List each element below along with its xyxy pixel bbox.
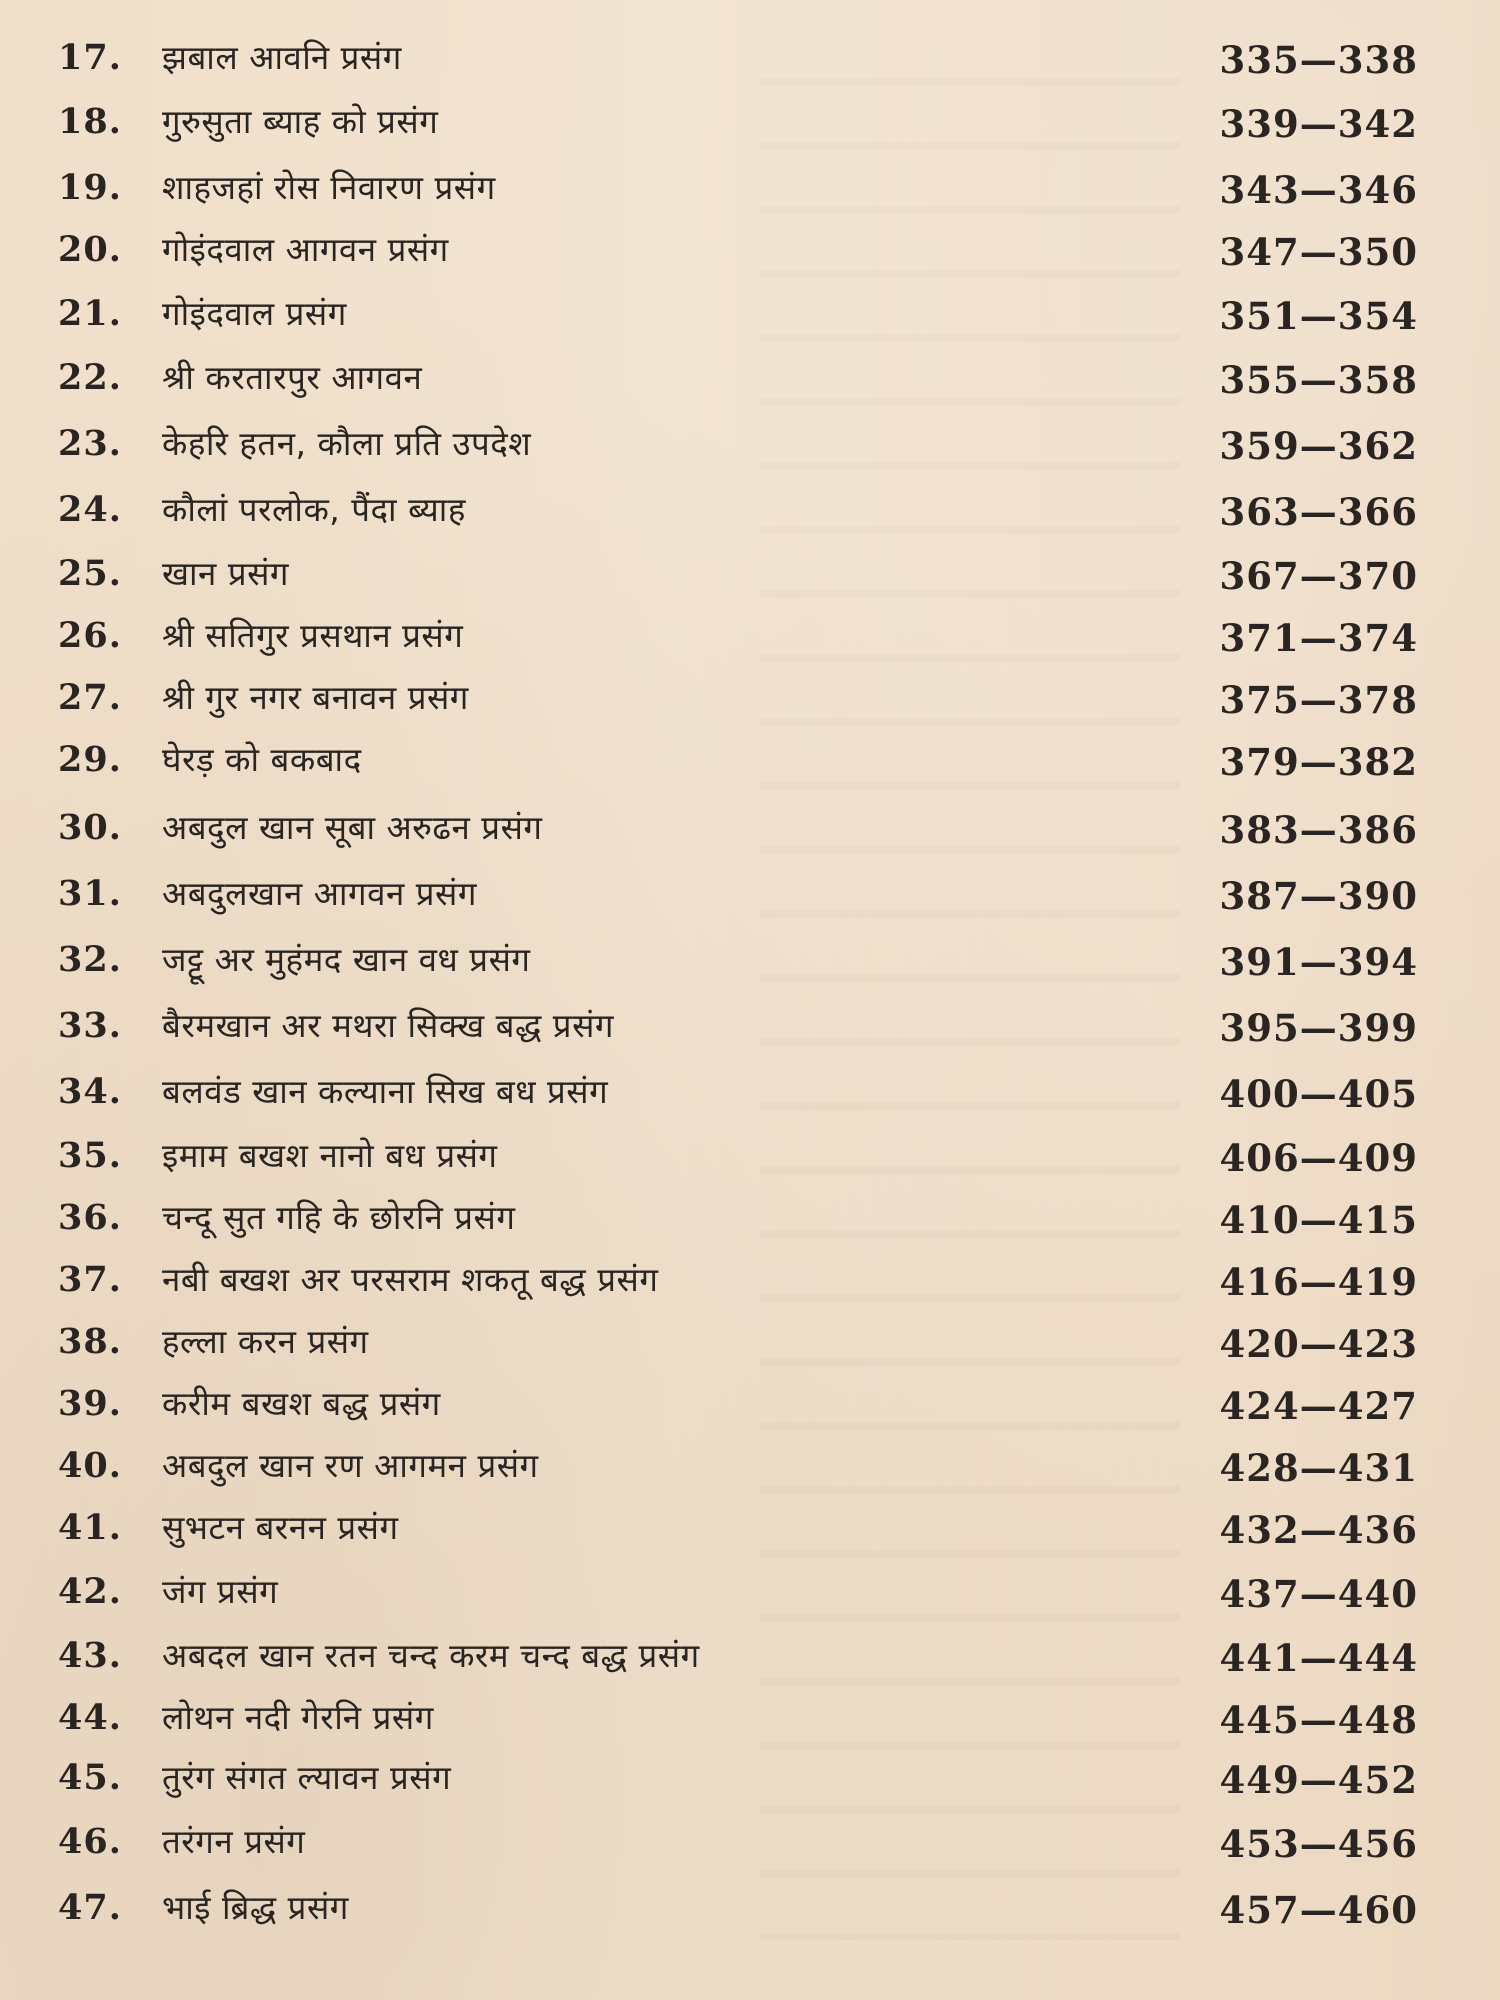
entry-number: 40. bbox=[58, 1445, 122, 1486]
entry-number: 43. bbox=[58, 1635, 122, 1676]
toc-entry bbox=[58, 1750, 1418, 1810]
entry-number: 21. bbox=[58, 293, 122, 334]
entry-number: 20. bbox=[58, 229, 122, 270]
entry-title: बैरमखान अर मथरा सिक्ख बद्ध प्रसंग bbox=[162, 1006, 614, 1045]
toc-entry bbox=[58, 482, 1418, 542]
entry-number: 18. bbox=[58, 101, 122, 142]
entry-pages: 410—415 bbox=[1219, 1198, 1418, 1242]
toc-entry bbox=[58, 670, 1418, 730]
entry-pages: 395—399 bbox=[1219, 1006, 1418, 1050]
entry-title: जंग प्रसंग bbox=[162, 1572, 279, 1611]
toc-entry bbox=[58, 1690, 1418, 1750]
entry-title: शाहजहां रोस निवारण प्रसंग bbox=[162, 168, 496, 207]
entry-title: तरंगन प्रसंग bbox=[162, 1822, 306, 1861]
entry-number: 33. bbox=[58, 1005, 122, 1046]
entry-pages: 339—342 bbox=[1219, 102, 1418, 146]
entry-number: 19. bbox=[58, 167, 122, 208]
entry-title: चन्दू सुत गहि के छोरनि प्रसंग bbox=[162, 1198, 516, 1237]
toc-entry bbox=[58, 608, 1418, 668]
toc-entry bbox=[58, 1628, 1418, 1688]
entry-number: 45. bbox=[58, 1757, 122, 1798]
entry-pages: 383—386 bbox=[1219, 808, 1418, 852]
entry-pages: 379—382 bbox=[1219, 740, 1418, 784]
entry-title: केहरि हतन, कौला प्रति उपदेश bbox=[162, 424, 532, 463]
entry-number: 39. bbox=[58, 1383, 122, 1424]
toc-entry bbox=[58, 94, 1418, 154]
entry-number: 32. bbox=[58, 939, 122, 980]
toc-entry bbox=[58, 222, 1418, 282]
entry-pages: 437—440 bbox=[1219, 1572, 1418, 1616]
entry-number: 26. bbox=[58, 615, 122, 656]
toc-entry bbox=[58, 30, 1418, 90]
entry-title: अबदुल खान रण आगमन प्रसंग bbox=[162, 1446, 539, 1485]
entry-title: कौलां परलोक, पैंदा ब्याह bbox=[162, 490, 466, 529]
entry-pages: 363—366 bbox=[1219, 490, 1418, 534]
entry-number: 17. bbox=[58, 37, 122, 78]
entry-number: 25. bbox=[58, 553, 122, 594]
entry-pages: 343—346 bbox=[1219, 168, 1418, 212]
entry-number: 38. bbox=[58, 1321, 122, 1362]
entry-number: 42. bbox=[58, 1571, 122, 1612]
entry-title: गोइंदवाल आगवन प्रसंग bbox=[162, 230, 449, 269]
toc-entry bbox=[58, 416, 1418, 476]
entry-title: करीम बखश बद्ध प्रसंग bbox=[162, 1384, 441, 1423]
toc-entry bbox=[58, 866, 1418, 926]
entry-number: 36. bbox=[58, 1197, 122, 1238]
entry-title: अबदल खान रतन चन्द करम चन्द बद्ध प्रसंग bbox=[162, 1636, 700, 1675]
entry-number: 34. bbox=[58, 1071, 122, 1112]
toc-entry bbox=[58, 1190, 1418, 1250]
entry-pages: 391—394 bbox=[1219, 940, 1418, 984]
entry-title: श्री गुर नगर बनावन प्रसंग bbox=[162, 678, 469, 717]
toc-entry bbox=[58, 1314, 1418, 1374]
entry-pages: 449—452 bbox=[1219, 1758, 1418, 1802]
entry-title: तुरंग संगत ल्यावन प्रसंग bbox=[162, 1758, 452, 1797]
entry-title: झबाल आवनि प्रसंग bbox=[162, 38, 402, 77]
toc-entry bbox=[58, 1376, 1418, 1436]
entry-number: 41. bbox=[58, 1507, 122, 1548]
toc-entry bbox=[58, 800, 1418, 860]
entry-pages: 347—350 bbox=[1219, 230, 1418, 274]
entry-number: 47. bbox=[58, 1887, 122, 1928]
entry-title: हल्ला करन प्रसंग bbox=[162, 1322, 369, 1361]
entry-number: 37. bbox=[58, 1259, 122, 1300]
toc-entry bbox=[58, 1438, 1418, 1498]
toc-entry bbox=[58, 1252, 1418, 1312]
toc-entry bbox=[58, 546, 1418, 606]
entry-number: 22. bbox=[58, 357, 122, 398]
entry-pages: 335—338 bbox=[1219, 38, 1418, 82]
entry-title: बलवंड खान कल्याना सिख बध प्रसंग bbox=[162, 1072, 609, 1111]
toc-entry bbox=[58, 160, 1418, 220]
entry-title: लोथन नदी गेरनि प्रसंग bbox=[162, 1698, 434, 1737]
entry-pages: 387—390 bbox=[1219, 874, 1418, 918]
entry-pages: 371—374 bbox=[1219, 616, 1418, 660]
entry-pages: 355—358 bbox=[1219, 358, 1418, 402]
entry-number: 46. bbox=[58, 1821, 122, 1862]
entry-title: सुभटन बरनन प्रसंग bbox=[162, 1508, 399, 1547]
entry-number: 29. bbox=[58, 739, 122, 780]
toc-entry bbox=[58, 1500, 1418, 1560]
entry-pages: 453—456 bbox=[1219, 1822, 1418, 1866]
entry-number: 23. bbox=[58, 423, 122, 464]
entry-pages: 457—460 bbox=[1219, 1888, 1418, 1932]
entry-number: 31. bbox=[58, 873, 122, 914]
entry-title: अबदुलखान आगवन प्रसंग bbox=[162, 874, 477, 913]
toc-entry bbox=[58, 1880, 1418, 1940]
entry-pages: 375—378 bbox=[1219, 678, 1418, 722]
entry-title: श्री करतारपुर आगवन bbox=[162, 358, 423, 397]
entry-number: 35. bbox=[58, 1135, 122, 1176]
entry-pages: 420—423 bbox=[1219, 1322, 1418, 1366]
entry-pages: 432—436 bbox=[1219, 1508, 1418, 1552]
entry-pages: 351—354 bbox=[1219, 294, 1418, 338]
entry-pages: 359—362 bbox=[1219, 424, 1418, 468]
entry-title: इमाम बखश नानो बध प्रसंग bbox=[162, 1136, 498, 1175]
entry-pages: 441—444 bbox=[1219, 1636, 1418, 1680]
entry-title: खान प्रसंग bbox=[162, 554, 290, 593]
toc-entry bbox=[58, 286, 1418, 346]
entry-pages: 367—370 bbox=[1219, 554, 1418, 598]
entry-number: 27. bbox=[58, 677, 122, 718]
toc-entry bbox=[58, 1128, 1418, 1188]
entry-pages: 406—409 bbox=[1219, 1136, 1418, 1180]
toc-entry bbox=[58, 732, 1418, 792]
entry-pages: 445—448 bbox=[1219, 1698, 1418, 1742]
entry-title: गोइंदवाल प्रसंग bbox=[162, 294, 347, 333]
entry-title: अबदुल खान सूबा अरुढन प्रसंग bbox=[162, 808, 543, 847]
entry-title: गुरुसुता ब्याह को प्रसंग bbox=[162, 102, 439, 141]
entry-title: जट्टू अर मुहंमद खान वध प्रसंग bbox=[162, 940, 531, 979]
toc-entry bbox=[58, 1064, 1418, 1124]
entry-title: भाई ब्रिद्ध प्रसंग bbox=[162, 1888, 349, 1927]
toc-entry bbox=[58, 1564, 1418, 1624]
entry-title: श्री सतिगुर प्रसथान प्रसंग bbox=[162, 616, 464, 655]
entry-pages: 428—431 bbox=[1219, 1446, 1418, 1490]
entry-number: 24. bbox=[58, 489, 122, 530]
toc-entry bbox=[58, 350, 1418, 410]
entry-pages: 416—419 bbox=[1219, 1260, 1418, 1304]
entry-title: घेरड़ को बकबाद bbox=[162, 740, 362, 779]
toc-entry bbox=[58, 998, 1418, 1058]
toc-entry bbox=[58, 1814, 1418, 1874]
entry-title: नबी बखश अर परसराम शकतू बद्ध प्रसंग bbox=[162, 1260, 659, 1299]
entry-pages: 400—405 bbox=[1219, 1072, 1418, 1116]
toc-entry bbox=[58, 932, 1418, 992]
entry-number: 30. bbox=[58, 807, 122, 848]
entry-number: 44. bbox=[58, 1697, 122, 1738]
entry-pages: 424—427 bbox=[1219, 1384, 1418, 1428]
